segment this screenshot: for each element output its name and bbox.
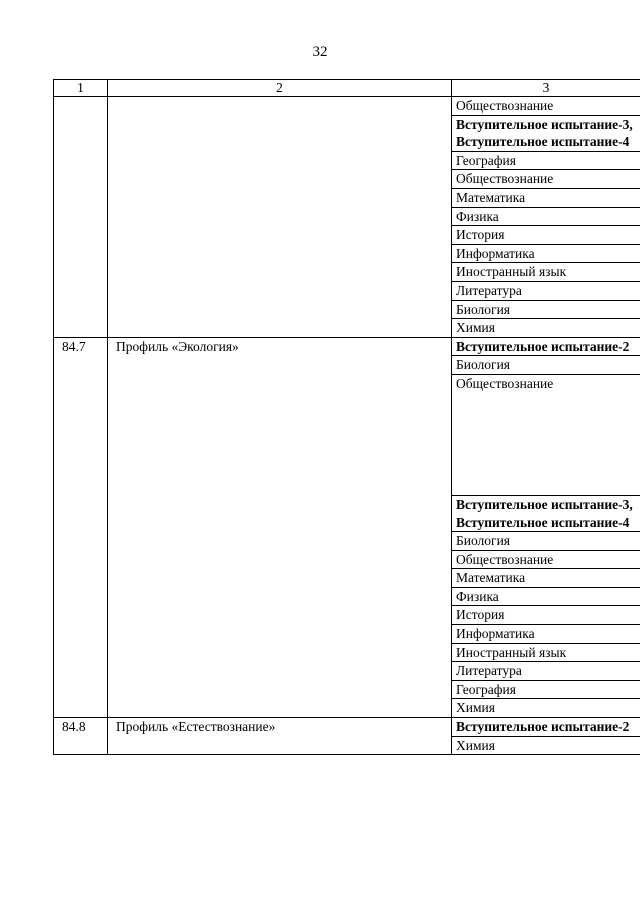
row-number: 84.8 (54, 718, 108, 755)
subject-cell: Химия (452, 319, 640, 338)
profile-name: Профиль «Экология» (108, 337, 452, 717)
number-cell-empty (54, 97, 108, 338)
subject-cell: Иностранный язык (452, 263, 640, 282)
subject-cell: Обществознание (452, 170, 640, 189)
subject-cell: Обществознание (452, 374, 640, 495)
table-row (54, 97, 640, 116)
subject-cell: Биология (452, 532, 640, 551)
header-col-2: 2 (108, 80, 452, 97)
header-col-1: 1 (54, 80, 108, 97)
subject-cell: География (452, 680, 640, 699)
subject-cell: История (452, 226, 640, 245)
table-row (54, 337, 640, 356)
exam-table (53, 79, 640, 755)
subject-cell: Биология (452, 300, 640, 319)
subject-cell: Информатика (452, 625, 640, 644)
exam-heading-cell: Вступительное испытание-3, Вступительное испытание-4 (452, 115, 640, 151)
profile-cell-empty (108, 97, 452, 338)
exam-heading-cell: Вступительное испытание-2 (452, 337, 640, 356)
subject-cell: Литература (452, 662, 640, 681)
subject-cell: Информатика (452, 244, 640, 263)
subject-cell: Химия (452, 736, 640, 755)
exam-heading-cell: Вступительное испытание-2 (452, 718, 640, 737)
subject-cell: Литература (452, 281, 640, 300)
subject-cell: Математика (452, 569, 640, 588)
page-number: 32 (312, 44, 328, 60)
subject-cell: История (452, 606, 640, 625)
profile-name: Профиль «Естествознание» (108, 718, 452, 755)
subject-cell: Биология (452, 356, 640, 375)
subject-cell: Обществознание (452, 550, 640, 569)
subject-cell: Физика (452, 587, 640, 606)
table-header-row (54, 80, 640, 97)
table-row (54, 718, 640, 737)
row-number: 84.7 (54, 337, 108, 717)
subject-cell: Физика (452, 207, 640, 226)
subject-cell: Химия (452, 699, 640, 718)
subject-cell: Математика (452, 188, 640, 207)
subject-cell: Обществознание (452, 97, 640, 116)
header-col-3: 3 (452, 80, 640, 97)
subject-cell: Иностранный язык (452, 643, 640, 662)
exam-heading-cell: Вступительное испытание-3, Вступительное испытание-4 (452, 495, 640, 531)
subject-cell: География (452, 151, 640, 170)
